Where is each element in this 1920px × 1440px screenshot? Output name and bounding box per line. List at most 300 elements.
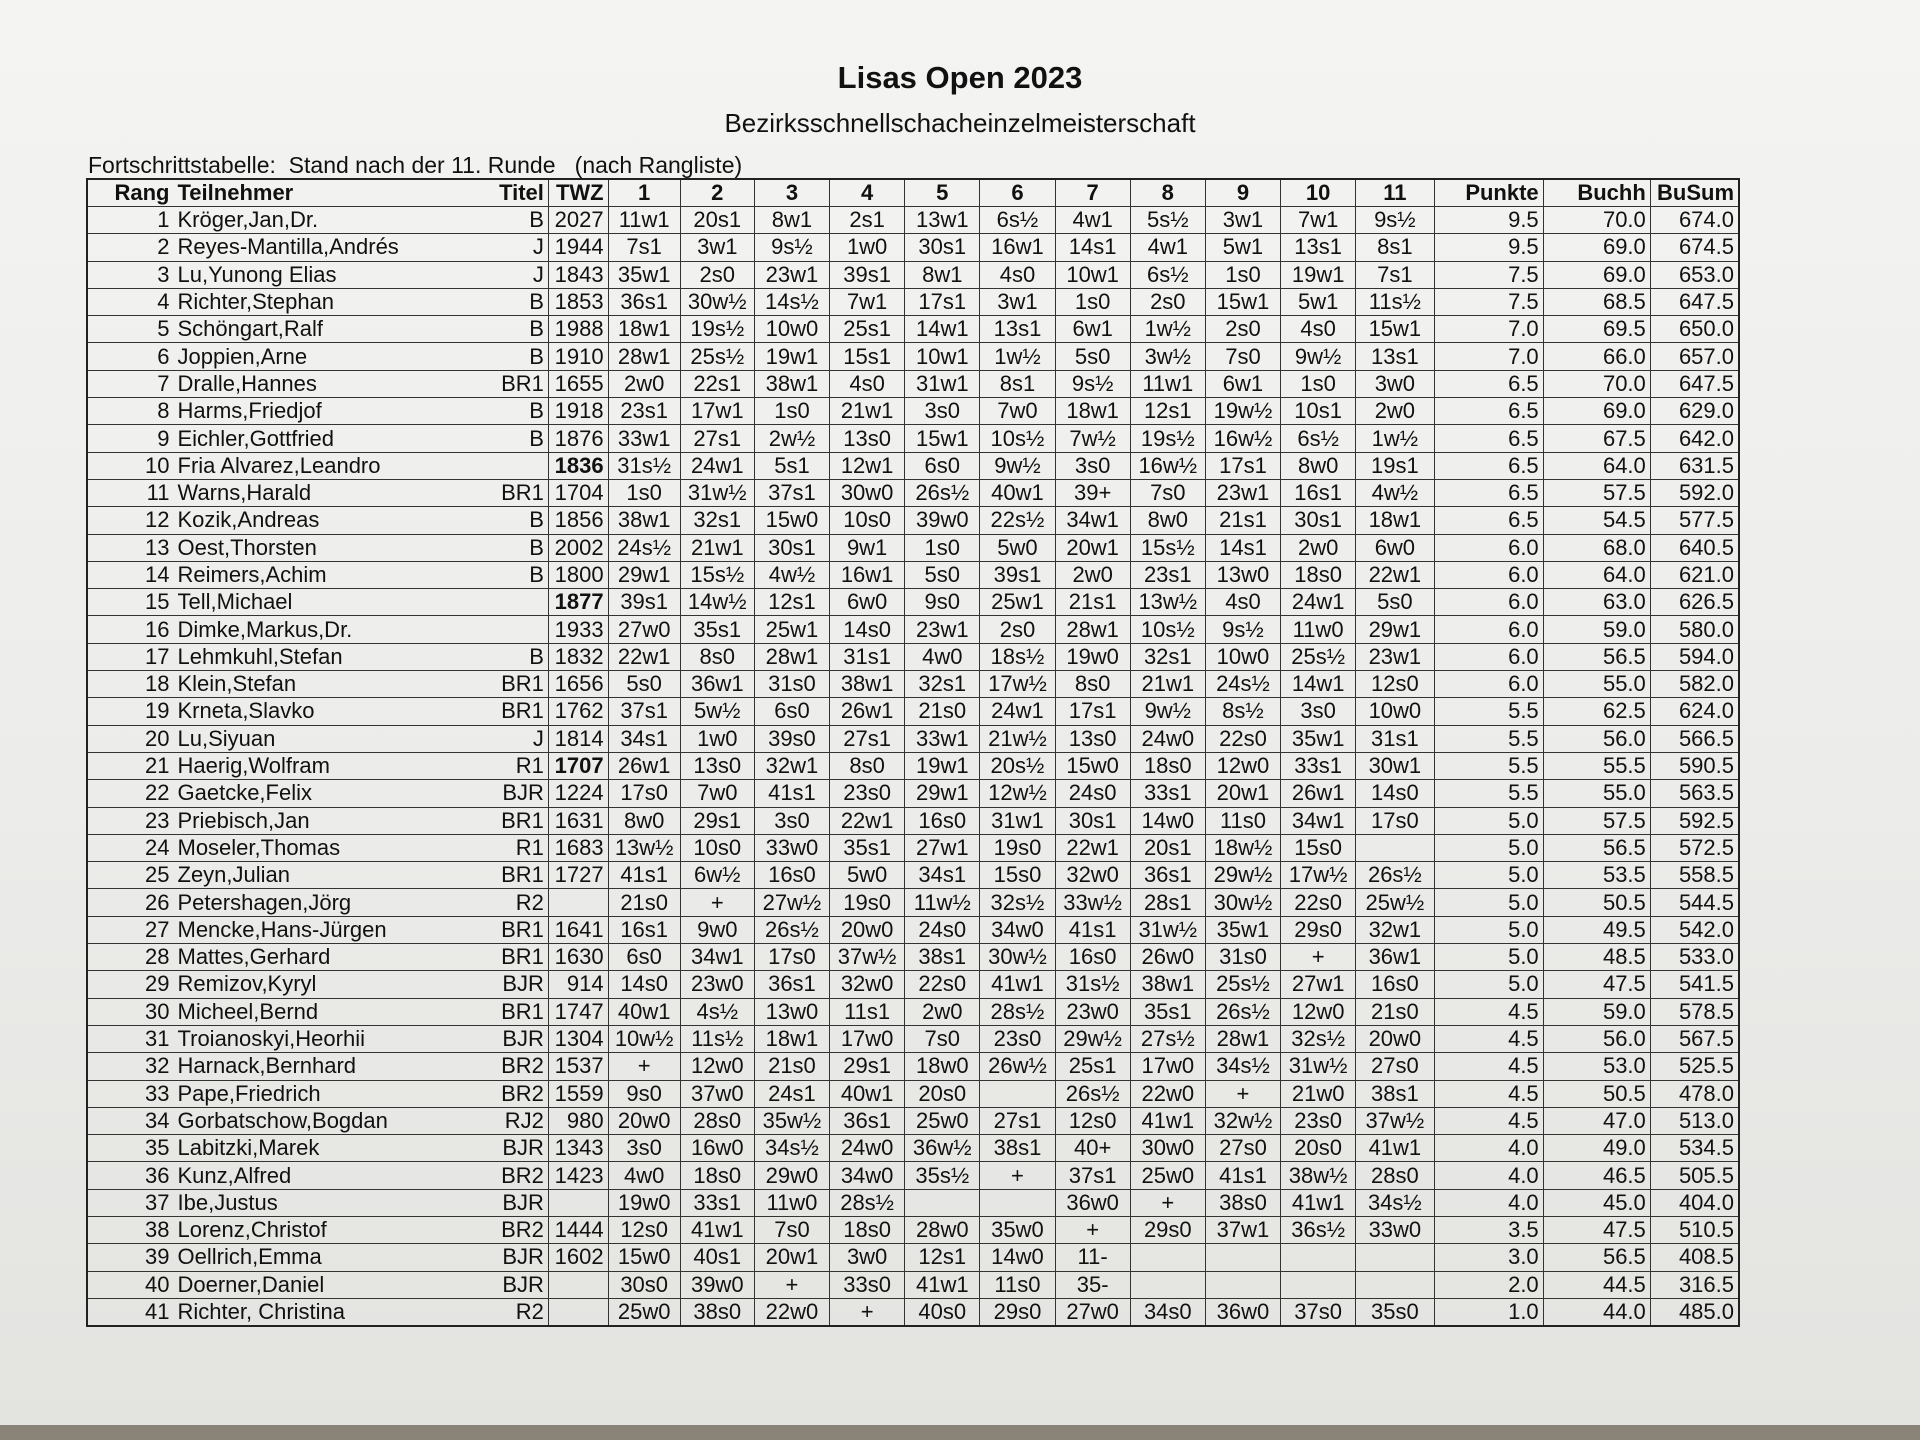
round-result-cell: 2s0 bbox=[1130, 288, 1205, 315]
rating-cell: 1656 bbox=[548, 671, 608, 698]
round-result-cell: 6s0 bbox=[608, 944, 680, 971]
rank-cell: 16 bbox=[87, 616, 174, 643]
rank-cell: 9 bbox=[87, 425, 174, 452]
round-result-cell: 9s½ bbox=[1356, 207, 1434, 234]
round-result-cell: 29s0 bbox=[1281, 916, 1356, 943]
points-cell: 4.5 bbox=[1434, 1025, 1543, 1052]
round-result-cell: 12s1 bbox=[1130, 398, 1205, 425]
rank-cell: 1 bbox=[87, 207, 174, 234]
round-result-cell: 5w0 bbox=[980, 534, 1055, 561]
points-cell: 5.5 bbox=[1434, 698, 1543, 725]
round-result-cell: 6w½ bbox=[680, 862, 754, 889]
points-cell: 9.5 bbox=[1434, 207, 1543, 234]
round-result-cell: 38s1 bbox=[980, 1135, 1055, 1162]
buchholz-cell: 49.5 bbox=[1543, 916, 1650, 943]
round-result-cell: 13w1 bbox=[905, 207, 980, 234]
round-result-cell: 12w½ bbox=[980, 780, 1055, 807]
rating-cell: 1762 bbox=[548, 698, 608, 725]
round-result-cell: 14s1 bbox=[1205, 534, 1280, 561]
round-result-cell: 27s1 bbox=[830, 725, 905, 752]
round-result-cell: 27w0 bbox=[608, 616, 680, 643]
round-result-cell: 16s1 bbox=[608, 916, 680, 943]
round-result-cell: + bbox=[830, 1298, 905, 1326]
round-result-cell: 6s½ bbox=[1130, 261, 1205, 288]
points-cell: 6.5 bbox=[1434, 425, 1543, 452]
round-result-cell: 24s0 bbox=[905, 916, 980, 943]
round-result-cell: 16s0 bbox=[1356, 971, 1434, 998]
buchholz-sum-cell: 533.0 bbox=[1650, 944, 1739, 971]
round-result-cell: 8w1 bbox=[754, 207, 829, 234]
round-result-cell: 18s0 bbox=[1130, 752, 1205, 779]
buchholz-sum-cell: 650.0 bbox=[1650, 316, 1739, 343]
round-result-cell: 17w0 bbox=[1130, 1053, 1205, 1080]
round-result-cell: 31w½ bbox=[1281, 1053, 1356, 1080]
buchholz-sum-cell: 566.5 bbox=[1650, 725, 1739, 752]
table-row bbox=[87, 589, 1739, 616]
round-result-cell: 38s1 bbox=[1356, 1080, 1434, 1107]
table-row bbox=[87, 834, 1739, 861]
round-result-cell: 33s0 bbox=[830, 1271, 905, 1298]
buchholz-sum-cell: 478.0 bbox=[1650, 1080, 1739, 1107]
round-result-cell: 4s0 bbox=[1205, 589, 1280, 616]
rating-cell: 2027 bbox=[548, 207, 608, 234]
rank-cell: 28 bbox=[87, 944, 174, 971]
round-result-cell: 18w1 bbox=[1356, 507, 1434, 534]
rank-cell: 14 bbox=[87, 561, 174, 588]
round-result-cell: 27s1 bbox=[680, 425, 754, 452]
buchholz-cell: 64.0 bbox=[1543, 561, 1650, 588]
player-name-cell: Fria Alvarez,Leandro bbox=[174, 452, 477, 479]
round-result-cell: 14s½ bbox=[754, 288, 829, 315]
table-row bbox=[87, 1244, 1739, 1271]
round-result-cell: 17s0 bbox=[754, 944, 829, 971]
round-result-cell: 30w½ bbox=[1205, 889, 1280, 916]
table-row bbox=[87, 916, 1739, 943]
header-round-10: 10 bbox=[1281, 179, 1356, 207]
round-result-cell: 20s1 bbox=[680, 207, 754, 234]
title-cell bbox=[476, 452, 548, 479]
round-result-cell: 30s0 bbox=[608, 1271, 680, 1298]
round-result-cell: 6s½ bbox=[1281, 425, 1356, 452]
table-row bbox=[87, 561, 1739, 588]
round-result-cell: 20w0 bbox=[830, 916, 905, 943]
round-result-cell: 31s1 bbox=[1356, 725, 1434, 752]
round-result-cell: 6w0 bbox=[830, 589, 905, 616]
round-result-cell: 39w0 bbox=[905, 507, 980, 534]
round-result-cell: 5s½ bbox=[1130, 207, 1205, 234]
rating-cell: 914 bbox=[548, 971, 608, 998]
round-result-cell: 20w0 bbox=[608, 1107, 680, 1134]
header-round-7: 7 bbox=[1055, 179, 1130, 207]
round-result-cell: 40w1 bbox=[608, 998, 680, 1025]
round-result-cell: 19w0 bbox=[608, 1189, 680, 1216]
rank-cell: 11 bbox=[87, 479, 174, 506]
round-result-cell: 34s1 bbox=[905, 862, 980, 889]
round-result-cell: 13s0 bbox=[680, 752, 754, 779]
round-result-cell: 38w½ bbox=[1281, 1162, 1356, 1189]
round-result-cell: 5s0 bbox=[1356, 589, 1434, 616]
buchholz-sum-cell: 510.5 bbox=[1650, 1216, 1739, 1243]
player-name-cell: Krneta,Slavko bbox=[174, 698, 477, 725]
round-result-cell: 29s0 bbox=[1130, 1216, 1205, 1243]
buchholz-cell: 59.0 bbox=[1543, 998, 1650, 1025]
round-result-cell: 22s0 bbox=[1205, 725, 1280, 752]
player-name-cell: Kröger,Jan,Dr. bbox=[174, 207, 477, 234]
round-result-cell: + bbox=[1055, 1216, 1130, 1243]
round-result-cell: 4w½ bbox=[1356, 479, 1434, 506]
round-result-cell bbox=[1356, 1271, 1434, 1298]
round-result-cell: 12w1 bbox=[830, 452, 905, 479]
round-result-cell: 41w1 bbox=[680, 1216, 754, 1243]
rank-cell: 35 bbox=[87, 1135, 174, 1162]
buchholz-sum-cell: 582.0 bbox=[1650, 671, 1739, 698]
round-result-cell: 10w1 bbox=[1055, 261, 1130, 288]
round-result-cell: 36s1 bbox=[608, 288, 680, 315]
round-result-cell: 4s0 bbox=[980, 261, 1055, 288]
round-result-cell: 34w0 bbox=[830, 1162, 905, 1189]
title-cell: BR2 bbox=[476, 1162, 548, 1189]
buchholz-cell: 63.0 bbox=[1543, 589, 1650, 616]
points-cell: 5.5 bbox=[1434, 780, 1543, 807]
round-result-cell: 40w1 bbox=[980, 479, 1055, 506]
round-result-cell: 3w0 bbox=[1356, 370, 1434, 397]
buchholz-sum-cell: 525.5 bbox=[1650, 1053, 1739, 1080]
round-result-cell: 15s½ bbox=[1130, 534, 1205, 561]
table-row bbox=[87, 425, 1739, 452]
round-result-cell: 34s0 bbox=[1130, 1298, 1205, 1326]
round-result-cell: 7s0 bbox=[754, 1216, 829, 1243]
points-cell: 3.5 bbox=[1434, 1216, 1543, 1243]
round-result-cell: 7s0 bbox=[1205, 343, 1280, 370]
round-result-cell: 28w1 bbox=[1205, 1025, 1280, 1052]
rank-cell: 38 bbox=[87, 1216, 174, 1243]
round-result-cell: 1w0 bbox=[680, 725, 754, 752]
title-cell: BR2 bbox=[476, 1216, 548, 1243]
round-result-cell: 22w0 bbox=[754, 1298, 829, 1326]
round-result-cell: 10w0 bbox=[754, 316, 829, 343]
round-result-cell: 31s1 bbox=[830, 643, 905, 670]
buchholz-cell: 50.5 bbox=[1543, 1080, 1650, 1107]
rank-cell: 32 bbox=[87, 1053, 174, 1080]
header-busum: BuSum bbox=[1650, 179, 1739, 207]
round-result-cell: 20s0 bbox=[905, 1080, 980, 1107]
round-result-cell: 23w0 bbox=[680, 971, 754, 998]
round-result-cell: 3s0 bbox=[608, 1135, 680, 1162]
round-result-cell: 23s0 bbox=[980, 1025, 1055, 1052]
table-row bbox=[87, 261, 1739, 288]
round-result-cell: 27s0 bbox=[1205, 1135, 1280, 1162]
buchholz-sum-cell: 578.5 bbox=[1650, 998, 1739, 1025]
round-result-cell: 37w0 bbox=[680, 1080, 754, 1107]
title-cell: B bbox=[476, 643, 548, 670]
header-round-3: 3 bbox=[754, 179, 829, 207]
round-result-cell: 4w½ bbox=[754, 561, 829, 588]
round-result-cell: 16s0 bbox=[754, 862, 829, 889]
round-result-cell: 32s½ bbox=[1281, 1025, 1356, 1052]
table-row bbox=[87, 207, 1739, 234]
round-result-cell: 12s0 bbox=[608, 1216, 680, 1243]
buchholz-cell: 47.5 bbox=[1543, 1216, 1650, 1243]
round-result-cell: 32s½ bbox=[980, 889, 1055, 916]
round-result-cell: 10s1 bbox=[1281, 398, 1356, 425]
round-result-cell: 10s0 bbox=[680, 834, 754, 861]
player-name-cell: Oellrich,Emma bbox=[174, 1244, 477, 1271]
table-row bbox=[87, 780, 1739, 807]
round-result-cell: 14s0 bbox=[1356, 780, 1434, 807]
buchholz-sum-cell: 647.5 bbox=[1650, 288, 1739, 315]
round-result-cell: 8s0 bbox=[830, 752, 905, 779]
round-result-cell: 9s½ bbox=[1055, 370, 1130, 397]
buchholz-cell: 56.5 bbox=[1543, 1244, 1650, 1271]
round-result-cell: 4w0 bbox=[905, 643, 980, 670]
round-result-cell: 34s½ bbox=[754, 1135, 829, 1162]
round-result-cell: 22s0 bbox=[905, 971, 980, 998]
round-result-cell: 8s1 bbox=[1356, 234, 1434, 261]
round-result-cell: 36w0 bbox=[1055, 1189, 1130, 1216]
round-result-cell: 18w½ bbox=[1205, 834, 1280, 861]
round-result-cell: 28s0 bbox=[1356, 1162, 1434, 1189]
round-result-cell: 1s0 bbox=[1281, 370, 1356, 397]
round-result-cell: 11w0 bbox=[1281, 616, 1356, 643]
round-result-cell: + bbox=[680, 889, 754, 916]
buchholz-cell: 64.0 bbox=[1543, 452, 1650, 479]
rank-cell: 7 bbox=[87, 370, 174, 397]
round-result-cell: 23s0 bbox=[830, 780, 905, 807]
buchholz-sum-cell: 629.0 bbox=[1650, 398, 1739, 425]
round-result-cell: 28s½ bbox=[980, 998, 1055, 1025]
round-result-cell: 38s1 bbox=[905, 944, 980, 971]
page-title: Lisas Open 2023 bbox=[837, 60, 1083, 95]
round-result-cell: 30w1 bbox=[1356, 752, 1434, 779]
rank-cell: 21 bbox=[87, 752, 174, 779]
points-cell: 7.0 bbox=[1434, 343, 1543, 370]
round-result-cell: 9s0 bbox=[608, 1080, 680, 1107]
buchholz-sum-cell: 485.0 bbox=[1650, 1298, 1739, 1326]
round-result-cell: 13s0 bbox=[1055, 725, 1130, 752]
round-result-cell: 20w1 bbox=[754, 1244, 829, 1271]
round-result-cell: 39w0 bbox=[680, 1271, 754, 1298]
round-result-cell: 21w1 bbox=[1130, 671, 1205, 698]
title-cell: B bbox=[476, 425, 548, 452]
rating-cell: 1988 bbox=[548, 316, 608, 343]
title-cell: BR1 bbox=[476, 916, 548, 943]
title-cell: BR1 bbox=[476, 479, 548, 506]
buchholz-sum-cell: 580.0 bbox=[1650, 616, 1739, 643]
table-row bbox=[87, 889, 1739, 916]
buchholz-sum-cell: 674.0 bbox=[1650, 207, 1739, 234]
round-result-cell: 9w½ bbox=[980, 452, 1055, 479]
buchholz-cell: 56.5 bbox=[1543, 643, 1650, 670]
player-name-cell: Zeyn,Julian bbox=[174, 862, 477, 889]
rank-cell: 31 bbox=[87, 1025, 174, 1052]
round-result-cell: 7s1 bbox=[1356, 261, 1434, 288]
rank-cell: 41 bbox=[87, 1298, 174, 1326]
points-cell: 4.5 bbox=[1434, 998, 1543, 1025]
round-result-cell: 24w1 bbox=[1281, 589, 1356, 616]
round-result-cell: 16w1 bbox=[980, 234, 1055, 261]
buchholz-sum-cell: 631.5 bbox=[1650, 452, 1739, 479]
player-name-cell: Joppien,Arne bbox=[174, 343, 477, 370]
table-row bbox=[87, 1271, 1739, 1298]
rank-cell: 40 bbox=[87, 1271, 174, 1298]
points-cell: 6.0 bbox=[1434, 589, 1543, 616]
round-result-cell: 35s0 bbox=[1356, 1298, 1434, 1326]
table-row bbox=[87, 479, 1739, 506]
player-name-cell: Eichler,Gottfried bbox=[174, 425, 477, 452]
round-result-cell: 19s0 bbox=[980, 834, 1055, 861]
round-result-cell: 30s1 bbox=[905, 234, 980, 261]
round-result-cell: 22w1 bbox=[1356, 561, 1434, 588]
round-result-cell: 37w1 bbox=[1205, 1216, 1280, 1243]
round-result-cell bbox=[980, 1080, 1055, 1107]
round-result-cell: 20w0 bbox=[1356, 1025, 1434, 1052]
buchholz-cell: 56.0 bbox=[1543, 1025, 1650, 1052]
round-result-cell: 28s½ bbox=[830, 1189, 905, 1216]
round-result-cell: 31s0 bbox=[754, 671, 829, 698]
title-cell: B bbox=[476, 561, 548, 588]
buchholz-cell: 69.5 bbox=[1543, 316, 1650, 343]
rating-cell: 1944 bbox=[548, 234, 608, 261]
round-result-cell: 11s1 bbox=[830, 998, 905, 1025]
round-result-cell: 41s1 bbox=[1055, 916, 1130, 943]
rating-cell: 1747 bbox=[548, 998, 608, 1025]
round-result-cell: 11s½ bbox=[1356, 288, 1434, 315]
round-result-cell: 4w1 bbox=[1055, 207, 1130, 234]
round-result-cell: 38s0 bbox=[1205, 1189, 1280, 1216]
buchholz-sum-cell: 316.5 bbox=[1650, 1271, 1739, 1298]
player-name-cell: Reyes-Mantilla,Andrés bbox=[174, 234, 477, 261]
rank-cell: 39 bbox=[87, 1244, 174, 1271]
buchholz-cell: 69.0 bbox=[1543, 398, 1650, 425]
round-result-cell: 30w½ bbox=[680, 288, 754, 315]
round-result-cell: 21w½ bbox=[980, 725, 1055, 752]
points-cell: 4.0 bbox=[1434, 1189, 1543, 1216]
round-result-cell: 24s0 bbox=[1055, 780, 1130, 807]
rank-cell: 26 bbox=[87, 889, 174, 916]
round-result-cell: 12s0 bbox=[1055, 1107, 1130, 1134]
round-result-cell: 22w1 bbox=[608, 643, 680, 670]
round-result-cell: 39s1 bbox=[980, 561, 1055, 588]
table-row bbox=[87, 370, 1739, 397]
buchholz-cell: 55.0 bbox=[1543, 780, 1650, 807]
table-row bbox=[87, 507, 1739, 534]
round-result-cell: 18w0 bbox=[905, 1053, 980, 1080]
round-result-cell: 37s1 bbox=[1055, 1162, 1130, 1189]
page-subtitle: Bezirksschnellschacheinzelmeisterschaft bbox=[724, 108, 1196, 138]
round-result-cell: 32s1 bbox=[905, 671, 980, 698]
round-result-cell: 15w0 bbox=[754, 507, 829, 534]
round-result-cell: 19s0 bbox=[830, 889, 905, 916]
round-result-cell: 24w0 bbox=[1130, 725, 1205, 752]
round-result-cell: 40s1 bbox=[680, 1244, 754, 1271]
round-result-cell: 15w1 bbox=[1356, 316, 1434, 343]
round-result-cell: 19s½ bbox=[680, 316, 754, 343]
round-result-cell: 24w1 bbox=[980, 698, 1055, 725]
title-cell bbox=[476, 589, 548, 616]
round-result-cell: 16w½ bbox=[1130, 452, 1205, 479]
round-result-cell: 9s½ bbox=[1205, 616, 1280, 643]
round-result-cell: 6s0 bbox=[754, 698, 829, 725]
rank-cell: 29 bbox=[87, 971, 174, 998]
buchholz-cell: 50.5 bbox=[1543, 889, 1650, 916]
table-header-row bbox=[87, 179, 1739, 207]
buchholz-sum-cell: 624.0 bbox=[1650, 698, 1739, 725]
title-cell: BR1 bbox=[476, 944, 548, 971]
buchholz-cell: 55.5 bbox=[1543, 752, 1650, 779]
round-result-cell: 33s1 bbox=[1130, 780, 1205, 807]
round-result-cell: 32w0 bbox=[830, 971, 905, 998]
table-row bbox=[87, 862, 1739, 889]
round-result-cell: 29s1 bbox=[830, 1053, 905, 1080]
round-result-cell: 17w0 bbox=[830, 1025, 905, 1052]
round-result-cell: 30w0 bbox=[1130, 1135, 1205, 1162]
table-row bbox=[87, 998, 1739, 1025]
rank-cell: 18 bbox=[87, 671, 174, 698]
round-result-cell bbox=[1205, 1271, 1280, 1298]
round-result-cell: 21w0 bbox=[1281, 1080, 1356, 1107]
round-result-cell: 7s0 bbox=[1130, 479, 1205, 506]
round-result-cell: 8s1 bbox=[980, 370, 1055, 397]
round-result-cell: 6w1 bbox=[1055, 316, 1130, 343]
points-cell: 4.5 bbox=[1434, 1107, 1543, 1134]
rating-cell: 1800 bbox=[548, 561, 608, 588]
buchholz-sum-cell: 541.5 bbox=[1650, 971, 1739, 998]
points-cell: 6.5 bbox=[1434, 370, 1543, 397]
rating-cell: 1853 bbox=[548, 288, 608, 315]
round-result-cell: 29w0 bbox=[754, 1162, 829, 1189]
round-result-cell: 41w1 bbox=[1356, 1135, 1434, 1162]
round-result-cell: 2w0 bbox=[905, 998, 980, 1025]
round-result-cell bbox=[1281, 1271, 1356, 1298]
rating-cell: 1537 bbox=[548, 1053, 608, 1080]
round-result-cell: 7w0 bbox=[680, 780, 754, 807]
buchholz-cell: 70.0 bbox=[1543, 207, 1650, 234]
round-result-cell: 14w½ bbox=[680, 589, 754, 616]
round-result-cell: 32w½ bbox=[1205, 1107, 1280, 1134]
round-result-cell: 5w½ bbox=[680, 698, 754, 725]
round-result-cell: 18s0 bbox=[830, 1216, 905, 1243]
points-cell: 5.0 bbox=[1434, 971, 1543, 998]
round-result-cell: 11s0 bbox=[1205, 807, 1280, 834]
player-name-cell: Richter,Stephan bbox=[174, 288, 477, 315]
points-cell: 7.0 bbox=[1434, 316, 1543, 343]
round-result-cell: 13w0 bbox=[754, 998, 829, 1025]
round-result-cell: 21w1 bbox=[680, 534, 754, 561]
buchholz-cell: 46.5 bbox=[1543, 1162, 1650, 1189]
title-cell bbox=[476, 616, 548, 643]
round-result-cell: 28w1 bbox=[608, 343, 680, 370]
player-name-cell: Warns,Harald bbox=[174, 479, 477, 506]
points-cell: 4.5 bbox=[1434, 1080, 1543, 1107]
round-result-cell: 7s1 bbox=[608, 234, 680, 261]
round-result-cell: 33w1 bbox=[905, 725, 980, 752]
rating-cell bbox=[548, 1298, 608, 1326]
rank-cell: 25 bbox=[87, 862, 174, 889]
round-result-cell: 15s1 bbox=[830, 343, 905, 370]
header-round-8: 8 bbox=[1130, 179, 1205, 207]
rank-cell: 13 bbox=[87, 534, 174, 561]
title-cell: BJR bbox=[476, 971, 548, 998]
round-result-cell: 18s0 bbox=[680, 1162, 754, 1189]
title-cell: BR1 bbox=[476, 862, 548, 889]
round-result-cell: 7w0 bbox=[980, 398, 1055, 425]
round-result-cell: 33w0 bbox=[1356, 1216, 1434, 1243]
round-result-cell: 21s1 bbox=[1055, 589, 1130, 616]
round-result-cell: 39s0 bbox=[754, 725, 829, 752]
round-result-cell: 19s1 bbox=[1356, 452, 1434, 479]
points-cell: 5.0 bbox=[1434, 862, 1543, 889]
round-result-cell: 23w1 bbox=[1205, 479, 1280, 506]
